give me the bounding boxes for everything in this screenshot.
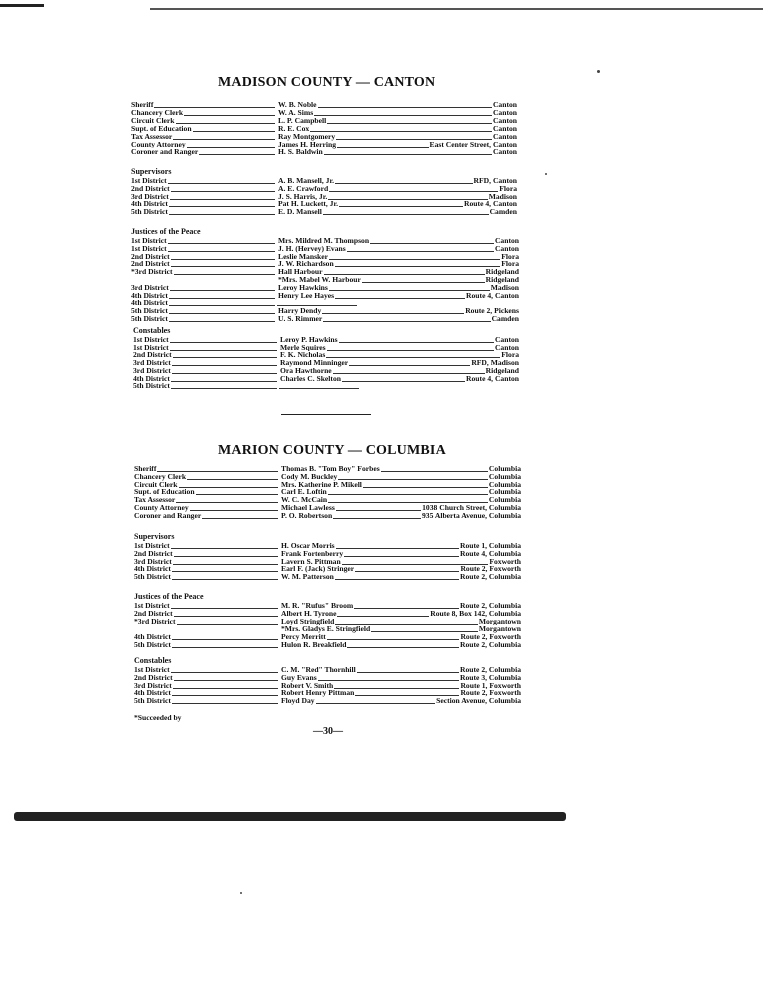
official-name: L. P. Campbell <box>278 115 327 125</box>
official-city: Morgantown <box>478 616 521 626</box>
office-title: 2nd District <box>131 183 170 193</box>
office-title: Sheriff <box>131 100 154 109</box>
office-title: 5th District <box>133 381 170 391</box>
office-title: Circuit Clerk <box>134 479 178 489</box>
directory-row <box>134 488 521 496</box>
official-name: A. B. Mansell, Jr. <box>278 176 335 185</box>
official-address: Route 4, <box>460 548 489 558</box>
official-name: Mrs. Mildred M. Thompson <box>278 236 370 245</box>
official-city: Columbia <box>488 608 521 618</box>
office-title: 1st District <box>133 342 169 352</box>
official-address: Route 2, <box>460 564 490 574</box>
official-city: Canton <box>492 199 517 209</box>
office-title: Tax Assessor <box>131 131 173 141</box>
official-name: Frank Fortenberry <box>281 548 344 558</box>
scan-edge-bottom <box>14 812 566 821</box>
office-title: Chancery Clerk <box>131 107 184 117</box>
official-city: Ridgeland <box>485 275 519 284</box>
section-divider <box>281 414 371 415</box>
official-location <box>435 697 521 705</box>
official-city: Columbia <box>488 464 521 473</box>
office-title: *3rd District <box>131 267 173 277</box>
directory-row <box>131 148 517 156</box>
office-title: 2nd District <box>131 251 170 261</box>
directory-row <box>134 573 521 581</box>
official-name: Loyd Stringfield <box>281 616 335 626</box>
official-name: J. H. (Hervey) Evans <box>278 243 346 253</box>
scan-edge-top <box>150 8 763 10</box>
madison-constables-heading: Constables <box>133 326 171 335</box>
directory-row <box>134 697 521 705</box>
office-title: 3rd District <box>133 358 171 368</box>
official-name: F. K. Nicholas <box>280 350 326 360</box>
office-title: 1st District <box>131 236 167 245</box>
official-city: Columbia <box>488 601 521 610</box>
office-title: Coroner and Ranger <box>131 147 199 157</box>
official-city: Columbia <box>488 487 521 497</box>
official-address: Route 2, <box>460 572 489 582</box>
official-name: Ora Hawthorne <box>280 365 332 375</box>
official-name: A. E. Crawford <box>278 183 329 193</box>
official-name: R. E. Cox <box>278 123 310 133</box>
official-city: Madison <box>490 282 519 292</box>
official-name: James H. Herring <box>278 139 336 149</box>
official-name: Merle Squires <box>280 342 326 352</box>
office-title: 2nd District <box>134 672 173 682</box>
official-address: RFD, <box>473 176 493 185</box>
speck <box>240 892 242 894</box>
marion-supervisors-heading: Supervisors <box>134 532 175 541</box>
official-address: Route 2, <box>460 665 489 674</box>
official-city: Canton <box>492 107 517 117</box>
official-location <box>421 512 521 520</box>
directory-row <box>131 299 519 307</box>
directory-row <box>131 101 517 109</box>
office-title: 5th District <box>131 306 168 316</box>
office-title: 2nd District <box>131 259 170 269</box>
speck <box>545 173 547 175</box>
directory-row <box>131 260 519 268</box>
official-name: Earl F. (Jack) Stringer <box>281 564 355 574</box>
official-city: Canton <box>494 236 519 245</box>
office-title: Tax Assessor <box>134 495 176 505</box>
official-city: Canton <box>494 243 519 253</box>
official-city: Flora <box>501 251 519 261</box>
official-address: Route 2, <box>460 601 489 610</box>
official-city: Flora <box>501 259 519 269</box>
office-title: 3rd District <box>133 365 171 375</box>
official-name: Leroy Hawkins <box>278 282 328 292</box>
official-city: Flora <box>499 183 517 193</box>
office-title: 5th District <box>134 696 171 706</box>
official-name: Hall Harbour <box>278 267 323 277</box>
official-name: Hulon R. Breakfield <box>281 640 347 649</box>
scan-edge-top-left <box>0 4 44 7</box>
official-address: 1038 Church Street, <box>422 503 489 512</box>
office-title: 2nd District <box>134 548 173 558</box>
directory-row <box>131 200 517 208</box>
official-name: Percy Merritt <box>281 632 326 642</box>
directory-row <box>131 292 519 300</box>
official-name: H. S. Baldwin <box>278 147 323 157</box>
official-location <box>459 573 521 581</box>
office-title: 4th District <box>134 688 171 698</box>
office-title: 3rd District <box>134 680 172 690</box>
official-city: Ridgeland <box>485 365 519 375</box>
official-city: Columbia <box>488 541 521 550</box>
official-address: Route 3, <box>460 672 489 682</box>
official-name: C. M. "Red" Thornhill <box>281 665 356 674</box>
official-name: Leroy P. Hawkins <box>280 335 338 344</box>
official-address: 935 Alberta Avenue, <box>421 510 489 520</box>
official-city: Canton <box>494 342 519 352</box>
office-title: 3rd District <box>131 282 169 292</box>
official-location <box>492 148 517 156</box>
official-city: Columbia <box>488 672 521 682</box>
official-city: Camden <box>491 314 519 323</box>
leader-line <box>279 388 359 389</box>
official-city: Columbia <box>488 495 521 505</box>
office-title: 1st District <box>134 665 170 674</box>
official-city: Canton <box>494 373 519 383</box>
official-city: Canton <box>492 147 517 157</box>
official-city: Canton <box>492 115 517 125</box>
madison-supervisors-heading: Supervisors <box>131 167 172 176</box>
official-address: Route 1, <box>460 680 490 690</box>
official-city: Columbia <box>488 503 521 512</box>
directory-row <box>134 512 521 520</box>
footnote: *Succeeded by <box>134 713 182 722</box>
official-name: Carl E. Loftin <box>281 487 327 497</box>
official-location <box>491 315 519 323</box>
official-name: J. S. Harris, Jr. <box>278 191 328 201</box>
official-city: Canton <box>492 131 517 141</box>
official-address: Route 8, Box 142, <box>430 608 489 618</box>
office-title: Supt. of Education <box>134 487 195 497</box>
official-address: Section Avenue, <box>436 696 489 706</box>
official-city: Madison <box>490 358 519 368</box>
official-city: Canton <box>492 139 517 149</box>
office-title: 1st District <box>134 541 170 550</box>
official-name: *Mrs. Gladys E. Stringfield <box>281 624 371 634</box>
official-name: Ray Montgomery <box>278 131 336 141</box>
office-title: 4th District <box>133 373 170 383</box>
official-name: Pat H. Luckett, Jr. <box>278 199 339 209</box>
office-title: 1st District <box>134 601 170 610</box>
office-title: 1st District <box>131 243 167 253</box>
official-address: Route 2, <box>460 640 489 649</box>
official-name: Henry Lee Hayes <box>278 290 335 300</box>
office-title: Sheriff <box>134 464 157 473</box>
official-address: Route 1, <box>460 541 489 550</box>
official-city: Columbia <box>488 510 521 520</box>
office-title: Circuit Clerk <box>131 115 175 125</box>
official-city: Columbia <box>488 696 521 706</box>
official-city: Canton <box>492 100 517 109</box>
official-city: Camden <box>489 207 517 217</box>
office-title: 1st District <box>133 335 169 344</box>
office-title: 5th District <box>131 314 168 323</box>
office-title: 4th District <box>131 290 168 300</box>
official-city: Canton <box>492 123 517 133</box>
official-name: U. S. Rimmer <box>278 314 323 323</box>
official-address: Route 4, <box>466 373 495 383</box>
official-name: Robert V. Smith <box>281 680 334 690</box>
madison-justices-heading: Justices of the Peace <box>131 227 201 236</box>
office-title: 3rd District <box>134 556 172 566</box>
official-name: Raymond Minninger <box>280 358 349 368</box>
official-name: J. W. Richardson <box>278 259 334 269</box>
official-name: W. B. Noble <box>278 100 317 109</box>
official-city: Pickens <box>494 306 519 316</box>
office-title: Supt. of Education <box>131 123 192 133</box>
official-name: W. A. Sims <box>278 107 314 117</box>
official-name: M. R. "Rufus" Broom <box>281 601 354 610</box>
official-name: Guy Evans <box>281 672 317 682</box>
official-name: Floyd Day <box>281 696 315 706</box>
official-name: Thomas B. "Tom Boy" Forbes <box>281 464 380 473</box>
office-title: Chancery Clerk <box>134 471 187 481</box>
official-city: Columbia <box>488 640 521 649</box>
office-title: 4th District <box>131 199 168 209</box>
official-address: Route 4, <box>466 290 495 300</box>
official-address: Route 2, <box>465 306 495 316</box>
official-name: H. Oscar Morris <box>281 541 335 550</box>
directory-row <box>133 382 519 390</box>
office-title: 4th District <box>134 632 171 642</box>
office-title: 3rd District <box>131 191 169 201</box>
official-name: W. C. McCain <box>281 495 328 505</box>
office-title: 4th District <box>131 298 168 308</box>
official-location <box>465 292 519 300</box>
official-city: Foxworth <box>489 556 521 566</box>
office-title: 2nd District <box>133 350 172 360</box>
office-title: 2nd District <box>134 608 173 618</box>
official-city: Foxworth <box>489 632 521 642</box>
official-city: Columbia <box>488 471 521 481</box>
office-title: 4th District <box>134 564 171 574</box>
official-city: Morgantown <box>478 624 521 634</box>
directory-row <box>131 315 519 323</box>
official-location <box>459 641 521 649</box>
directory-row <box>131 307 519 315</box>
official-city: Foxworth <box>489 688 521 698</box>
official-name: Lavern S. Pittman <box>281 556 341 566</box>
official-name: Leslie Mansker <box>278 251 328 261</box>
official-city: Flora <box>501 350 519 360</box>
official-city: Foxworth <box>489 680 521 690</box>
official-address: East Center Street, <box>429 139 493 149</box>
official-city: Canton <box>494 335 519 344</box>
office-title: County Attorney <box>131 139 186 149</box>
office-title: 5th District <box>131 207 168 217</box>
official-address: Route 2, <box>460 688 490 698</box>
speck <box>597 70 600 73</box>
office-title: *3rd District <box>134 616 176 626</box>
official-city: Columbia <box>488 572 521 582</box>
official-name: W. M. Patterson <box>281 572 334 582</box>
official-name: Charles C. Skelton <box>280 373 341 383</box>
marion-county-title: MARION COUNTY — COLUMBIA <box>218 443 446 458</box>
official-name: Cody M. Buckley <box>281 471 338 481</box>
official-city: Ridgeland <box>485 267 519 277</box>
official-city: Canton <box>492 176 517 185</box>
official-address: RFD, <box>471 358 491 368</box>
official-city: Columbia <box>488 665 521 674</box>
office-title: Coroner and Ranger <box>134 510 202 520</box>
office-title: 5th District <box>134 640 171 649</box>
office-title: County Attorney <box>134 503 189 512</box>
page-number: —30— <box>313 726 343 737</box>
official-name: P. O. Robertson <box>281 510 333 520</box>
official-address: Route 4, <box>464 199 493 209</box>
official-city: Columbia <box>488 479 521 489</box>
official-name: Robert Henry Pittman <box>281 688 355 698</box>
directory-row <box>134 641 521 649</box>
official-name: *Mrs. Mabel W. Harbour <box>278 275 361 284</box>
official-city: Madison <box>488 191 517 201</box>
official-name: Harry Dendy <box>278 306 322 316</box>
official-location <box>489 208 517 216</box>
official-city: Foxworth <box>489 564 521 574</box>
official-city: Columbia <box>488 548 521 558</box>
office-title: 1st District <box>131 176 167 185</box>
marion-justices-heading: Justices of the Peace <box>134 592 204 601</box>
official-name: Mrs. Katherine P. Mikell <box>281 479 362 489</box>
office-title: 5th District <box>134 572 171 582</box>
marion-constables-heading: Constables <box>134 656 172 665</box>
official-address: Route 2, <box>460 632 490 642</box>
official-name: Michael Lawless <box>281 503 335 512</box>
official-name: E. D. Mansell <box>278 207 322 217</box>
official-city: Canton <box>494 290 519 300</box>
directory-row <box>131 208 517 216</box>
official-name: Albert H. Tyrone <box>281 608 337 618</box>
madison-county-title: MADISON COUNTY — CANTON <box>218 75 436 90</box>
